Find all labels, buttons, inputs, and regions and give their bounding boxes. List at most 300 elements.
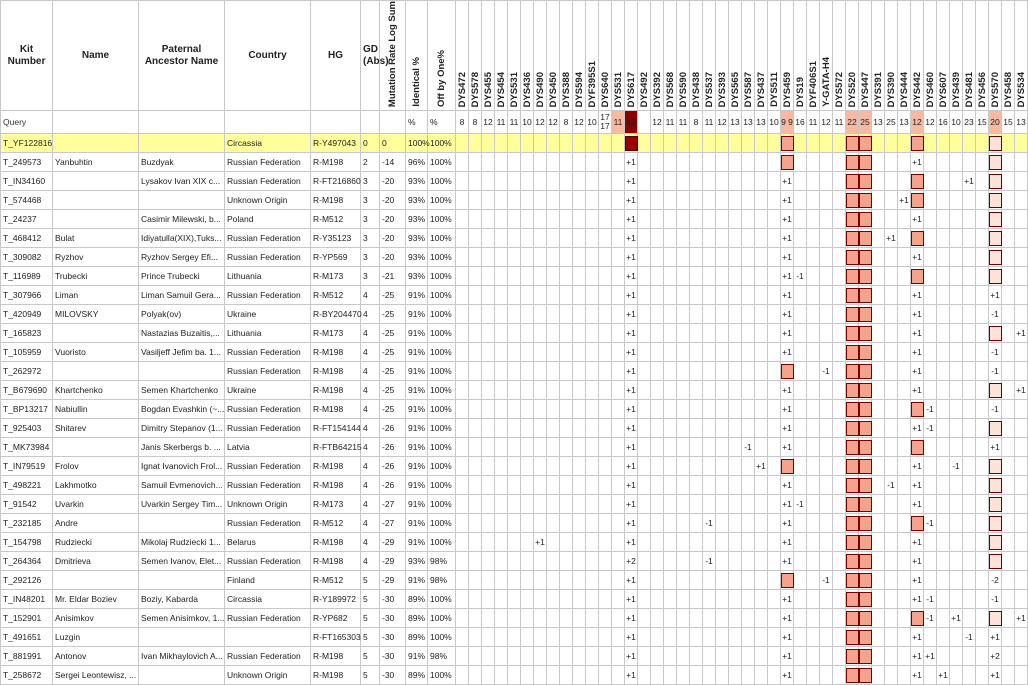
kit-number-cell: T_B679690 xyxy=(1,381,53,400)
marker-diff-cell xyxy=(937,153,950,172)
marker-col-y-gata-h4[interactable] xyxy=(820,1,833,111)
marker-diff-cell xyxy=(937,172,950,191)
marker-diff-cell xyxy=(521,324,534,343)
table-row[interactable] xyxy=(1,495,1028,514)
marker-diff-cell xyxy=(586,438,599,457)
marker-diff-cell xyxy=(963,153,976,172)
identical-percent-cell: 91% xyxy=(406,324,428,343)
marker-label: DYS459 xyxy=(781,71,793,108)
marker-highlight-box xyxy=(989,269,1002,284)
marker-diff-cell xyxy=(599,533,612,552)
marker-diff-cell xyxy=(781,609,794,628)
marker-diff-cell xyxy=(976,248,989,267)
paternal-ancestor-cell xyxy=(139,362,225,381)
marker-col-dys450[interactable] xyxy=(547,1,560,111)
marker-highlight-box xyxy=(846,554,859,569)
marker-diff-cell xyxy=(534,457,547,476)
marker-diff-cell xyxy=(742,267,755,286)
mutation-rate-cell: -25 xyxy=(380,305,406,324)
marker-diff-cell xyxy=(989,134,1002,153)
marker-diff-cell xyxy=(690,457,703,476)
genetic-distance-cell: 3 xyxy=(361,248,380,267)
marker-diff-cell xyxy=(716,628,729,647)
marker-diff-value: +1 xyxy=(756,460,766,471)
marker-col-dys572[interactable] xyxy=(833,1,846,111)
marker-diff-cell xyxy=(729,134,742,153)
table-row[interactable] xyxy=(1,438,1028,457)
marker-diff-cell xyxy=(924,267,937,286)
marker-diff-cell xyxy=(482,134,495,153)
marker-highlight-box xyxy=(846,288,859,303)
name-cell xyxy=(53,571,139,590)
marker-diff-cell xyxy=(872,172,885,191)
marker-col-dys531[interactable] xyxy=(508,1,521,111)
marker-diff-cell xyxy=(989,210,1002,229)
marker-col-dys458[interactable] xyxy=(1002,1,1015,111)
marker-diff-cell xyxy=(1015,305,1028,324)
marker-label: DYS393 xyxy=(716,71,728,108)
marker-diff-cell xyxy=(625,324,638,343)
marker-diff-cell xyxy=(651,419,664,438)
marker-diff-cell xyxy=(833,362,846,381)
table-row[interactable] xyxy=(1,134,1028,153)
marker-diff-cell xyxy=(469,248,482,267)
marker-diff-cell xyxy=(859,590,872,609)
marker-col-dyf395s1[interactable] xyxy=(586,1,599,111)
marker-diff-cell xyxy=(937,609,950,628)
marker-diff-cell xyxy=(885,248,898,267)
marker-diff-cell xyxy=(833,324,846,343)
genetic-distance-cell: 4 xyxy=(361,514,380,533)
marker-diff-value: +1 xyxy=(626,365,636,376)
marker-diff-cell xyxy=(859,324,872,343)
marker-diff-cell xyxy=(950,153,963,172)
marker-diff-cell xyxy=(547,514,560,533)
marker-diff-cell xyxy=(963,172,976,191)
marker-diff-cell xyxy=(495,153,508,172)
marker-diff-cell xyxy=(1015,457,1028,476)
table-row[interactable] xyxy=(1,400,1028,419)
marker-highlight-box xyxy=(989,611,1002,626)
marker-diff-cell xyxy=(833,647,846,666)
marker-diff-cell xyxy=(820,609,833,628)
off-by-one-cell: 100% xyxy=(428,514,456,533)
paternal-ancestor-cell: Ignat Ivanovich Frol... xyxy=(139,457,225,476)
marker-diff-cell xyxy=(677,457,690,476)
marker-diff-cell xyxy=(456,533,469,552)
marker-diff-cell xyxy=(716,419,729,438)
marker-diff-value: +1 xyxy=(626,669,636,680)
marker-diff-cell xyxy=(638,381,651,400)
marker-diff-cell xyxy=(651,666,664,685)
marker-diff-cell xyxy=(521,419,534,438)
marker-diff-cell xyxy=(690,305,703,324)
marker-diff-value: +2 xyxy=(626,555,636,566)
name-cell: Antonov xyxy=(53,647,139,666)
marker-diff-cell xyxy=(664,362,677,381)
marker-col-dys455[interactable] xyxy=(482,1,495,111)
marker-col-dys520[interactable] xyxy=(846,1,859,111)
marker-col-dys568[interactable] xyxy=(664,1,677,111)
marker-diff-cell xyxy=(495,286,508,305)
marker-diff-cell xyxy=(456,134,469,153)
name-cell: Ryzhov xyxy=(53,248,139,267)
marker-diff-cell xyxy=(716,267,729,286)
marker-diff-cell xyxy=(781,590,794,609)
table-row[interactable] xyxy=(1,324,1028,343)
marker-diff-cell xyxy=(976,134,989,153)
marker-highlight-box xyxy=(781,155,794,170)
marker-diff-cell xyxy=(976,457,989,476)
table-row[interactable] xyxy=(1,248,1028,267)
haplogroup-cell: R-M198 xyxy=(311,381,361,400)
marker-diff-value: +1 xyxy=(626,441,636,452)
marker-diff-cell xyxy=(482,552,495,571)
marker-diff-cell xyxy=(456,495,469,514)
marker-col-dys481[interactable] xyxy=(963,1,976,111)
marker-diff-cell xyxy=(456,609,469,628)
marker-col-dys444[interactable] xyxy=(898,1,911,111)
marker-diff-value: +1 xyxy=(535,536,545,547)
marker-col-dys393[interactable] xyxy=(716,1,729,111)
table-row[interactable] xyxy=(1,590,1028,609)
marker-diff-cell xyxy=(885,210,898,229)
table-row[interactable] xyxy=(1,153,1028,172)
marker-col-dys436[interactable] xyxy=(521,1,534,111)
table-row[interactable] xyxy=(1,419,1028,438)
marker-diff-cell xyxy=(690,172,703,191)
marker-diff-cell xyxy=(456,514,469,533)
marker-col-dys492[interactable] xyxy=(638,1,651,111)
marker-diff-cell xyxy=(677,286,690,305)
marker-diff-cell xyxy=(781,628,794,647)
marker-diff-cell xyxy=(664,628,677,647)
country-cell xyxy=(225,628,311,647)
col-name[interactable]: Name xyxy=(53,1,139,111)
marker-diff-cell xyxy=(547,153,560,172)
marker-diff-cell xyxy=(859,628,872,647)
marker-col-dys438[interactable] xyxy=(690,1,703,111)
marker-diff-cell xyxy=(885,647,898,666)
marker-col-dys454[interactable] xyxy=(495,1,508,111)
query-marker-value: 13 xyxy=(898,111,911,134)
marker-col-dys640[interactable] xyxy=(599,1,612,111)
marker-diff-cell xyxy=(716,229,729,248)
mutation-rate-cell: -25 xyxy=(380,400,406,419)
marker-diff-cell xyxy=(872,362,885,381)
marker-diff-cell xyxy=(534,305,547,324)
query-marker-value: 8 xyxy=(456,111,469,134)
query-marker-value: 12 xyxy=(534,111,547,134)
marker-diff-cell xyxy=(924,229,937,248)
marker-col-dys447[interactable] xyxy=(859,1,872,111)
marker-diff-cell xyxy=(521,381,534,400)
table-row[interactable] xyxy=(1,172,1028,191)
marker-diff-cell xyxy=(1015,248,1028,267)
marker-diff-value: +1 xyxy=(626,308,636,319)
marker-diff-value: -2 xyxy=(991,574,999,585)
marker-col-dys437[interactable] xyxy=(755,1,768,111)
marker-diff-cell xyxy=(638,457,651,476)
marker-col-dys442[interactable] xyxy=(911,1,924,111)
marker-diff-cell xyxy=(833,210,846,229)
paternal-ancestor-cell: Ivan Mikhaylovich A... xyxy=(139,647,225,666)
marker-highlight-box xyxy=(989,478,1002,493)
marker-diff-cell xyxy=(690,191,703,210)
marker-diff-cell xyxy=(950,457,963,476)
marker-diff-value: -1 xyxy=(991,403,999,414)
identical-percent-cell: 91% xyxy=(406,438,428,457)
table-row[interactable] xyxy=(1,666,1028,685)
query-identical-unit: % xyxy=(406,111,428,134)
marker-diff-cell xyxy=(794,495,807,514)
marker-diff-cell xyxy=(846,229,859,248)
table-row[interactable] xyxy=(1,343,1028,362)
marker-diff-value: +1 xyxy=(912,574,922,585)
table-row[interactable] xyxy=(1,552,1028,571)
marker-col-dys390[interactable] xyxy=(885,1,898,111)
off-by-one-cell: 100% xyxy=(428,628,456,647)
marker-diff-value: +1 xyxy=(782,194,792,205)
marker-col-dys19[interactable] xyxy=(794,1,807,111)
marker-col-dys531[interactable] xyxy=(612,1,625,111)
marker-diff-cell xyxy=(885,514,898,533)
marker-col-dys460[interactable] xyxy=(924,1,937,111)
identical-percent-cell: 91% xyxy=(406,495,428,514)
marker-diff-cell xyxy=(885,134,898,153)
marker-col-dys534[interactable] xyxy=(1015,1,1028,111)
marker-diff-cell xyxy=(807,343,820,362)
marker-col-dys439[interactable] xyxy=(950,1,963,111)
genetic-distance-cell: 4 xyxy=(361,286,380,305)
table-row[interactable] xyxy=(1,267,1028,286)
marker-diff-cell xyxy=(456,552,469,571)
marker-diff-cell xyxy=(599,210,612,229)
marker-diff-cell xyxy=(625,343,638,362)
marker-diff-cell xyxy=(508,495,521,514)
table-row[interactable] xyxy=(1,647,1028,666)
table-row[interactable] xyxy=(1,609,1028,628)
marker-col-dys391[interactable] xyxy=(872,1,885,111)
marker-diff-cell xyxy=(950,286,963,305)
marker-diff-cell xyxy=(963,267,976,286)
kit-number-cell: T_264364 xyxy=(1,552,53,571)
marker-diff-value: +1 xyxy=(626,384,636,395)
marker-diff-cell xyxy=(469,134,482,153)
name-cell: Bulat xyxy=(53,229,139,248)
marker-col-dys537[interactable] xyxy=(703,1,716,111)
table-row[interactable] xyxy=(1,229,1028,248)
mutation-rate-cell: -30 xyxy=(380,628,406,647)
marker-diff-cell xyxy=(664,343,677,362)
col-kit-number[interactable]: Kit Number xyxy=(1,1,53,111)
country-cell: Russian Federation xyxy=(225,172,311,191)
marker-diff-cell xyxy=(937,495,950,514)
marker-diff-cell xyxy=(794,552,807,571)
marker-diff-cell xyxy=(820,400,833,419)
marker-col-dys607[interactable] xyxy=(937,1,950,111)
marker-highlight-box xyxy=(989,193,1002,208)
marker-highlight-box xyxy=(859,421,872,436)
table-row[interactable] xyxy=(1,514,1028,533)
marker-diff-cell xyxy=(1002,419,1015,438)
marker-diff-cell xyxy=(599,514,612,533)
table-row[interactable] xyxy=(1,476,1028,495)
marker-diff-cell xyxy=(560,210,573,229)
marker-diff-value: -1 xyxy=(991,365,999,376)
marker-col-dys578[interactable] xyxy=(469,1,482,111)
kit-number-cell: T_IN79519 xyxy=(1,457,53,476)
table-row[interactable] xyxy=(1,628,1028,647)
query-marker-value: 11 xyxy=(833,111,846,134)
marker-highlight-box xyxy=(859,288,872,303)
marker-diff-cell xyxy=(703,381,716,400)
marker-diff-cell xyxy=(690,286,703,305)
marker-label: DYS455 xyxy=(482,71,494,108)
marker-diff-cell xyxy=(898,286,911,305)
marker-diff-cell xyxy=(560,248,573,267)
marker-diff-cell xyxy=(690,229,703,248)
marker-diff-cell xyxy=(729,457,742,476)
country-cell: Russian Federation xyxy=(225,476,311,495)
table-row[interactable] xyxy=(1,381,1028,400)
marker-label: DYS572 xyxy=(833,71,845,108)
marker-diff-cell xyxy=(1015,495,1028,514)
marker-label: DYS537 xyxy=(703,71,715,108)
genetic-distance-cell: 4 xyxy=(361,457,380,476)
off-by-one-cell: 100% xyxy=(428,362,456,381)
marker-col-dyf406s1[interactable] xyxy=(807,1,820,111)
marker-diff-cell xyxy=(1002,267,1015,286)
marker-diff-cell xyxy=(820,514,833,533)
marker-diff-cell xyxy=(729,514,742,533)
table-row[interactable] xyxy=(1,210,1028,229)
off-by-one-cell: 100% xyxy=(428,343,456,362)
marker-highlight-box xyxy=(846,649,859,664)
marker-diff-cell xyxy=(807,286,820,305)
marker-col-dys472[interactable] xyxy=(456,1,469,111)
marker-diff-cell xyxy=(547,400,560,419)
marker-diff-cell xyxy=(599,248,612,267)
marker-diff-cell xyxy=(547,210,560,229)
col-off-by-one[interactable] xyxy=(428,1,456,111)
table-row[interactable] xyxy=(1,362,1028,381)
marker-col-dys459[interactable] xyxy=(781,1,794,111)
marker-diff-value: -1 xyxy=(952,460,960,471)
marker-col-dys617[interactable] xyxy=(625,1,638,111)
marker-highlight-box xyxy=(846,383,859,398)
table-row[interactable] xyxy=(1,571,1028,590)
marker-diff-cell xyxy=(729,210,742,229)
query-marker-value: 12 xyxy=(482,111,495,134)
marker-highlight-box xyxy=(989,326,1002,341)
marker-diff-cell xyxy=(924,400,937,419)
marker-diff-cell xyxy=(456,476,469,495)
marker-diff-cell xyxy=(768,229,781,248)
table-row[interactable] xyxy=(1,191,1028,210)
marker-diff-cell xyxy=(781,229,794,248)
marker-diff-cell xyxy=(976,191,989,210)
marker-diff-cell xyxy=(625,172,638,191)
col-country[interactable]: Country xyxy=(225,1,311,111)
table-row[interactable] xyxy=(1,305,1028,324)
marker-diff-cell xyxy=(469,400,482,419)
haplogroup-cell: R-YP569 xyxy=(311,248,361,267)
table-row[interactable] xyxy=(1,533,1028,552)
marker-diff-cell xyxy=(898,571,911,590)
table-row[interactable] xyxy=(1,457,1028,476)
marker-diff-cell xyxy=(898,552,911,571)
marker-diff-cell xyxy=(586,362,599,381)
marker-diff-cell xyxy=(911,305,924,324)
marker-col-dys590[interactable] xyxy=(677,1,690,111)
marker-diff-cell xyxy=(482,172,495,191)
marker-col-dys587[interactable] xyxy=(742,1,755,111)
marker-diff-cell xyxy=(1015,381,1028,400)
marker-diff-cell xyxy=(859,286,872,305)
paternal-ancestor-cell: Idiyatulla(XIX),Tuks... xyxy=(139,229,225,248)
table-row[interactable] xyxy=(1,286,1028,305)
marker-diff-cell xyxy=(859,153,872,172)
country-cell: Circassia xyxy=(225,590,311,609)
marker-diff-cell xyxy=(950,609,963,628)
marker-diff-cell xyxy=(469,647,482,666)
col-hg[interactable]: HG xyxy=(311,1,361,111)
marker-diff-cell xyxy=(846,305,859,324)
col-gd[interactable]: GD (Abs) xyxy=(361,1,380,111)
marker-col-dys565[interactable] xyxy=(729,1,742,111)
marker-col-dys388[interactable] xyxy=(560,1,573,111)
marker-diff-cell xyxy=(1002,609,1015,628)
col-identical[interactable] xyxy=(406,1,428,111)
country-cell: Russian Federation xyxy=(225,286,311,305)
marker-diff-cell xyxy=(963,438,976,457)
haplogroup-cell: R-M198 xyxy=(311,533,361,552)
marker-diff-cell xyxy=(1002,210,1015,229)
marker-diff-cell xyxy=(573,628,586,647)
marker-diff-cell xyxy=(560,267,573,286)
marker-col-dys570[interactable] xyxy=(989,1,1002,111)
marker-diff-cell xyxy=(482,476,495,495)
query-marker-value: 12 xyxy=(716,111,729,134)
marker-diff-cell xyxy=(703,476,716,495)
marker-col-dys456[interactable] xyxy=(976,1,989,111)
marker-highlight-box xyxy=(846,250,859,265)
marker-diff-cell xyxy=(820,172,833,191)
marker-diff-cell xyxy=(534,248,547,267)
genetic-distance-cell: 4 xyxy=(361,400,380,419)
marker-col-dys392[interactable] xyxy=(651,1,664,111)
mutation-rate-cell: -26 xyxy=(380,457,406,476)
marker-highlight-box xyxy=(846,212,859,227)
query-marker-value: 11 xyxy=(508,111,521,134)
marker-col-dys511[interactable] xyxy=(768,1,781,111)
marker-diff-cell xyxy=(703,324,716,343)
marker-diff-value: +1 xyxy=(782,441,792,452)
kit-number-cell: T_258672 xyxy=(1,666,53,685)
marker-diff-cell xyxy=(950,495,963,514)
marker-diff-cell xyxy=(508,362,521,381)
marker-diff-cell xyxy=(768,457,781,476)
name-cell xyxy=(53,134,139,153)
marker-col-dys490[interactable] xyxy=(534,1,547,111)
name-cell: Anisimkov xyxy=(53,609,139,628)
name-cell xyxy=(53,172,139,191)
marker-diff-cell xyxy=(911,609,924,628)
col-paternal-ancestor[interactable]: Paternal Ancestor Name xyxy=(139,1,225,111)
marker-diff-cell xyxy=(690,210,703,229)
marker-col-dys594[interactable] xyxy=(573,1,586,111)
